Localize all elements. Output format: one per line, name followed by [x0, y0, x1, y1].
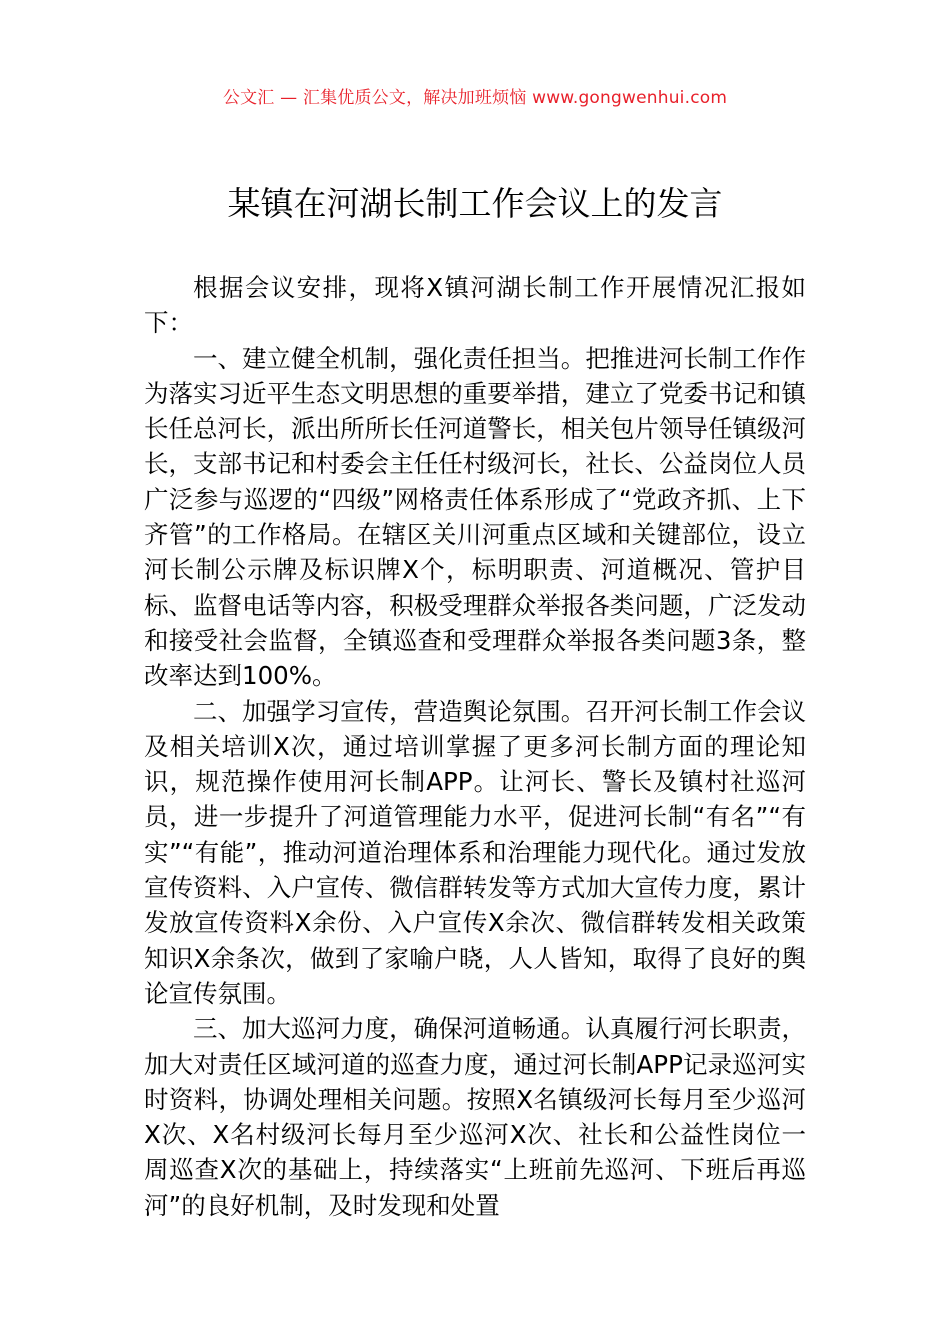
- paragraph-section-3: 三、加大巡河力度，确保河道畅通。认真履行河长职责，加大对责任区域河道的巡查力度，通过河长制APP记录巡河实时资料，协调处理相关问题。按照X名镇级河长每月至少巡河X次、X名村级河长每月至少巡河X次、社长和公益性岗位一周巡查X次的基础上，持续落实“上班前先巡河、下班后再巡河”的良好机制，及时发现和处置: [144, 1014, 806, 1220]
- paragraph-intro: 根据会议安排，现将X镇河湖长制工作开展情况汇报如下：: [144, 273, 806, 338]
- paragraph-section-1: 一、建立健全机制，强化责任担当。把推进河长制工作作为落实习近平生态文明思想的重要举措，建立了党委书记和镇长任总河长，派出所所长任河道警长，相关包片领导任镇级河长，支部书记和村委会主任任村级河长，社长、公益岗位人员广泛参与巡逻的“四级”网格责任体系形成了“党政齐抓、上下齐管”的工作格局。在辖区关川河重点区域和关键部位，设立河长制公示牌及标识牌X个，标明职责、河道概况、管护目标、监督电话等内容，积极受理群众举报各类问题，广泛发动和接受社会监督，全镇巡查和受理群众举报各类问题3条，整改率达到100%。: [144, 343, 806, 691]
- document-title: 某镇在河湖长制工作会议上的发言: [227, 184, 723, 223]
- paragraph-section-2: 二、加强学习宣传，营造舆论氛围。召开河长制工作会议及相关培训X次，通过培训掌握了更多河长制方面的理论知识，规范操作使用河长制APP。让河长、警长及镇村社巡河员，进一步提升了河道管理能力水平，促进河长制“有名”“有实”“有能”，推动河道治理体系和治理能力现代化。通过发放宣传资料、入户宣传、微信群转发等方式加大宣传力度，累计发放宣传资料X余份、入户宣传X余次、微信群转发相关政策知识X余条次，做到了家喻户晓，人人皆知，取得了良好的舆论宣传氛围。: [144, 696, 806, 1008]
- document-body: [144, 270, 806, 1223]
- site-banner: 公文汇 — 汇集优质公文，解决加班烦恼 www.gongwenhui.com: [222, 88, 728, 108]
